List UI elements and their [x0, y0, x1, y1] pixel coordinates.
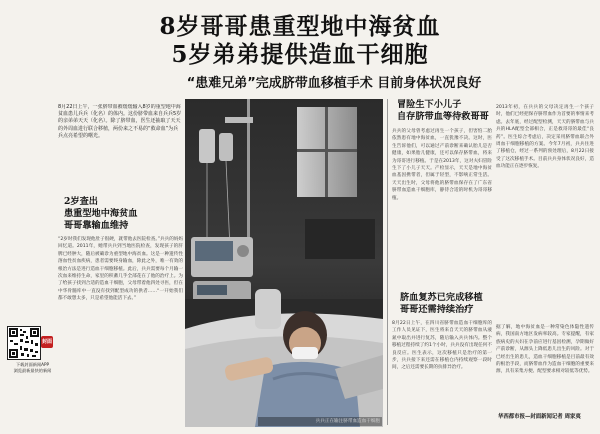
- lead-paragraph: 8月22日上午，一张脐带血被缓缓输入8岁的重型地中海贫血患儿兵兵（化名）的体内。这份脐带血来自兵兵5岁的亲弟弟天天（化名）。除了脐带血，医生还抽取了天天的外周血进行联合移植，两份来之不易的“救命血”为兵兵点亮希望的曙光。: [58, 104, 182, 139]
- qr-code[interactable]: [7, 326, 41, 360]
- section-title-3: [400, 292, 505, 316]
- column-divider: [387, 99, 388, 425]
- body-column-4: 8月22日上午，在四川省脐带血造血干细胞库的工作人员见证下，医生将来自天天的脐带血从液氮中取出并进行复苏，随后输入兵兵体内。整个移植过程持续了约1个小时，兵兵没有出现任何不良反应。医生表示，这次移植只是治疗的第一步，兵兵接下来还需在移植仓内持续观察一段时间，之后还需要长期的抗排异治疗。: [392, 321, 492, 371]
- section-title-2-line2: 自存脐带血等待救哥哥: [397, 111, 489, 122]
- body-column-3: 2013年初，在兵兵的父母决定再生一个孩子时，他们已经把保存脐带血作为首要的事情来考虑。去年底，经过配型检测，天天的脐带血与兵兵的HLA配型全部相合，正是救哥哥的最佳“良药”。医生综合考虑后，决定采用脐带血联合外周血干细胞移植的方案。今年7月初，兵兵住进了移植仓，经过一系列的预处理后，8月22日接受了这次移植手术。目前兵兵身体状况良好，造血功能正在逐步恢复。: [496, 105, 594, 170]
- section-title-3-line1: 脐血复苏已完成移植: [400, 292, 483, 303]
- headline-line1: 8岁哥哥患重型地中海贫血: [159, 13, 441, 40]
- section-title-1-line1: 2岁查出: [64, 196, 98, 207]
- photo-caption: 兵兵正在输注脐带血造血干细胞: [258, 417, 382, 426]
- reporter-credit: 华西都市报—封面新闻记者 周家夷: [498, 414, 581, 420]
- body-column-1: “2岁时我们发现他肚子很硬，就带他去医院检查。”兵兵的妈妈回忆道。2011年，她带兵兵到当地医院检查，发现孩子的肝脾已经肿大，随后被确诊为重型地中海贫血。这是一种遗传性溶血性贫血疾病，患者需要终身输血，除此之外，唯一有效的根治方法是进行造血干细胞移植。此后，兵兵需要每个月输一次血来维持生命，家里的积蓄几乎全部花在了他的治疗上。为了给孩子找到合适的造血干细胞，父母带着他四处寻医，但在中华骨髓库中一直没有找到配型成功的供者……“一开始我们都不敢想太多，只是希望他能活下去。”: [58, 237, 183, 302]
- headline-deck: “患难兄弟”完成脐带血移植手术 目前身体状况良好: [186, 76, 482, 91]
- photo-illustration: [185, 99, 383, 427]
- body-column-2: 兵兵的父母曾考虑过再生一个孩子，但害怕二胎依然患有地中海贫血，一直犹豫不决。这时，医生告诉他们，可以通过产前诊断来确认胎儿是否健康，如果胎儿健康，还可以保存脐带血，将来为哥哥进行移植。于是在2013年，这对夫妇冒险生下了小儿子天天。产检显示，天天是地中海贫血基因携带者，但属于轻型，不影响正常生活。天天出生时，父母将他的脐带血保存在了广东省脐带血造血干细胞库，静待合适的时机为哥哥移植。: [392, 129, 492, 201]
- body-column-5: 据了解，地中海贫血是一种常染色体隐性遗传病，我国南方地区发病率较高。专家提醒，有家族病史的夫妇在孕前应进行基因检测，孕期做好产前诊断，从源头上降低患儿出生的风险。对于已经出生的患儿，造血干细胞移植是目前最有效的根治手段，而脐带血作为造血干细胞的重要来源，具有采集方便、配型要求相对较低等优势。: [496, 325, 594, 375]
- qr-caption: 下载封面新闻APP 浏览最新最快的新闻: [13, 362, 52, 373]
- section-title-1-line3: 哥哥靠输血维持: [64, 220, 129, 231]
- hospital-photo: [185, 99, 383, 427]
- section-title-3-line2: 哥哥还需持续治疗: [400, 304, 474, 315]
- section-title-1-line2: 患重型地中海贫血: [64, 208, 138, 219]
- cover-news-logo: 封面: [41, 336, 53, 348]
- section-title-2: [397, 99, 512, 123]
- headline-line2: 5岁弟弟提供造血干细胞: [171, 41, 429, 68]
- section-title-2-line1: 冒险生下小儿子: [397, 99, 462, 110]
- section-title-1: [64, 196, 184, 232]
- qr-code-icon: [8, 327, 40, 359]
